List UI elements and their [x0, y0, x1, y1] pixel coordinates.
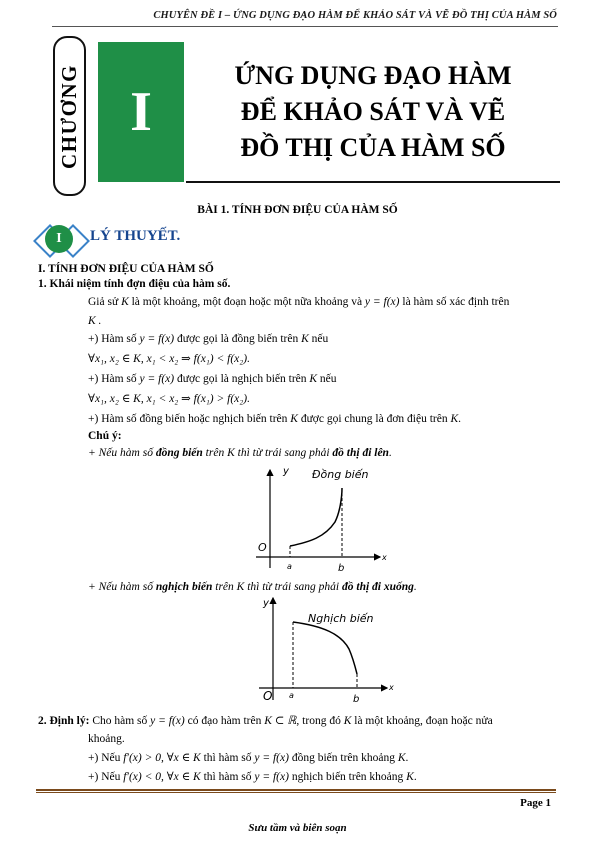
heading-concept: 1. Khái niệm tính đợn điệu của hàm số. — [38, 278, 231, 290]
page-number: Page 1 — [520, 797, 551, 809]
lesson-title: BÀI 1. TÍNH ĐƠN ĐIỆU CỦA HÀM SỐ — [197, 204, 398, 216]
note-heading: Chú ý: — [88, 430, 122, 442]
note-decreasing: + Nếu hàm số nghịch biến trên K thì từ trái sang phải đồ thị đi xuống. — [88, 581, 417, 593]
graph2-curve — [293, 622, 357, 674]
footer-rule-thin — [36, 792, 556, 793]
theorem-statement: 2. Định lý: Cho hàm số y = f(x) có đạo hàm trên K ⊂ ℝ, trong đó K là một khoảng, đoạn hoặc nửa — [38, 715, 493, 727]
graph2-b-label: b — [353, 694, 360, 705]
paragraph-assume: Giả sử K là một khoảng, một đoạn hoặc một nữa khoảng và y = f(x) là hàm số xác định trên — [88, 296, 510, 308]
section-title: LÝ THUYẾT. — [90, 228, 181, 244]
paragraph-assume-cont: K . — [88, 315, 102, 327]
graph1-y-label: y — [283, 466, 289, 477]
graph2-origin: O — [263, 689, 273, 703]
graph1-a-label: a — [287, 562, 292, 571]
formula-decreasing: ∀x₁, x₂ ∈ K, x₁ < x₂ ⇒ f(x₁) > f(x₂). — [88, 393, 250, 405]
graph2-x-label: x — [389, 683, 394, 692]
chapter-word: CHƯƠNG — [57, 63, 81, 169]
theorem-increasing: +) Nếu f′(x) > 0, ∀x ∈ K thì hàm số y = f(x) đồng biến trên khoảng K. — [88, 752, 409, 764]
theorem-decreasing: +) Nếu f′(x) < 0, ∀x ∈ K thì hàm số y = f(x) nghịch biến trên khoảng K. — [88, 771, 417, 783]
chapter-number: I — [98, 42, 184, 182]
graph2-caption: Nghịch biến — [308, 612, 374, 625]
graph2-a-label: a — [289, 691, 294, 700]
footer-rule-thick — [36, 789, 556, 791]
chapter-title: ỨNG DỤNG ĐẠO HÀM ĐỂ KHẢO SÁT VÀ VẼ ĐỒ THỊ CỦA HÀM SỐ — [234, 61, 512, 162]
graph1-x-label: x — [382, 553, 387, 562]
header-rule — [52, 26, 558, 27]
graph1-origin: O — [258, 541, 267, 554]
graph-increasing — [250, 462, 400, 580]
def-increasing: +) Hàm số y = f(x) được gọi là đồng biến trên K nếu — [88, 333, 329, 345]
def-monotonic: +) Hàm số đồng biến hoặc nghịch biến trên K được gọi chung là đơn điệu trên K. — [88, 413, 462, 425]
chapter-title-rule — [186, 181, 560, 183]
graph2-y-label: y — [263, 598, 269, 609]
heading-monotonic: I. TÍNH ĐƠN ĐIỆU CỦA HÀM SỐ — [38, 263, 214, 275]
graph1-b-label: b — [338, 563, 345, 574]
footer-credit: Sưu tầm và biên soạn — [248, 822, 347, 834]
note-increasing: + Nếu hàm số đồng biến trên K thì từ trái sang phải đồ thị đi lên. — [88, 447, 392, 459]
def-decreasing: +) Hàm số y = f(x) được gọi là nghịch biến trên K nếu — [88, 373, 337, 385]
graph1-caption: Đồng biến — [312, 468, 369, 481]
formula-increasing: ∀x₁, x₂ ∈ K, x₁ < x₂ ⇒ f(x₁) < f(x₂). — [88, 353, 250, 365]
graph1-curve — [290, 488, 342, 546]
section-number-badge: I — [45, 225, 73, 253]
graph-decreasing — [253, 594, 403, 706]
running-header: CHUYÊN ĐỀ I – ỨNG DỤNG ĐẠO HÀM ĐỂ KHẢO SÁT VÀ VẼ ĐỒ THỊ CỦA HÀM SỐ — [153, 10, 557, 21]
theorem-statement-cont: khoảng. — [88, 733, 125, 745]
